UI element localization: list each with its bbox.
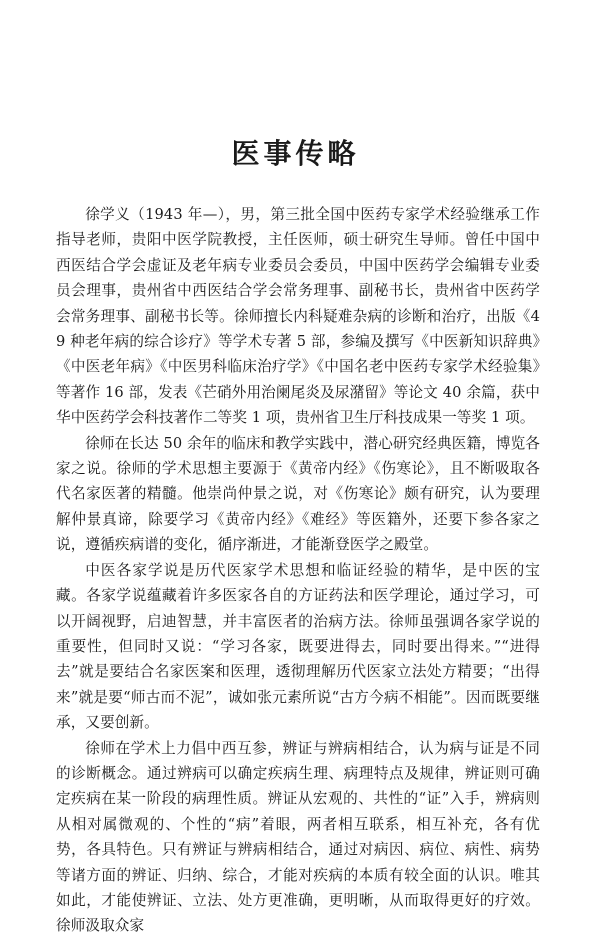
- paragraph-academic-origin: 徐师在长达 50 余年的临床和教学实践中，潜心研究经典医籍，博览各家之说。徐师的学术思想主要源于《黄帝内经》《伤寒论》，且不断吸取各代名家医著的精髓。他崇尚仲景之说，对《伤寒论》颇有研究，认为要理解仲景真谛，除要学习《黄帝内经》《难经》等医籍外，还要下参各家之说，遵循疾病谱的变化，循序渐进，才能渐登医学之殿堂。: [56, 434, 540, 554]
- paragraph-schools-of-thought: 中医各家学说是历代医家学术思想和临证经验的精华，是中医的宝藏。各家学说蕴藏着许多医家各自的方证药法和医学理论，通过学习，可以开阔视野，启迪智慧，并丰富医者的治病方法。徐师虽强调各家学说的重要性，但同时又说：“学习各家，既要进得去，同时要出得来。”“进得去”就是要结合名家医案和医理，透彻理解历代医家立法处方精要；“出得来”就是要“师古而不泥”，诚如张元素所说“古方今病不相能”。因而既要继承，又要创新。: [56, 561, 540, 732]
- page-title: 医事传略: [231, 137, 360, 170]
- paragraph-disease-syndrome: 徐师在学术上力倡中西互参，辨证与辨病相结合，认为病与证是不同的诊断概念。通过辨病可以确定疾病生理、病理特点及规律，辨证则可确定疾病在某一阶段的病理性质。辨证从宏观的、共性的“证”入手，辨病则从相对属微观的、个性的“病”着眼，两者相互联系，相互补充，各有优势，各具特色。只有辨证与辨病相结合，通过对病因、病位、病性、病势等诸方面的辨证、归纳、综合，才能对疾病的本质有较全面的认识。唯其如此，才能使辨证、立法、处方更准确，更明晰，从而取得更好的疗效。徐师汲取众家: [56, 739, 540, 935]
- body-text: [56, 202, 540, 939]
- paragraph-biography: 徐学义（1943 年—），男，第三批全国中医药专家学术经验继承工作指导老师，贵阳中医学院教授，主任医师，硕士研究生导师。曾任中国中西医结合学会虚证及老年病专业委员会委员，中国中医药学会编辑专业委员会理事，贵州省中西医结合学会常务理事、副秘书长，贵州省中医药学会常务理事、副秘书长等。徐师擅长内科疑难杂病的诊断和治疗，出版《49 种老年病的综合诊疗》等学术专著 5 部，参编及撰写《中医新知识辞典》《中医老年病》《中医男科临床治疗学》《中国名老中医药专家学术经验集》等著作 16 部，发表《芒硝外用治阑尾炎及尿潴留》等论文 40 余篇，获中华中医药学会科技著作二等奖 1 项，贵州省卫生厅科技成果一等奖 1 项。: [56, 206, 540, 427]
